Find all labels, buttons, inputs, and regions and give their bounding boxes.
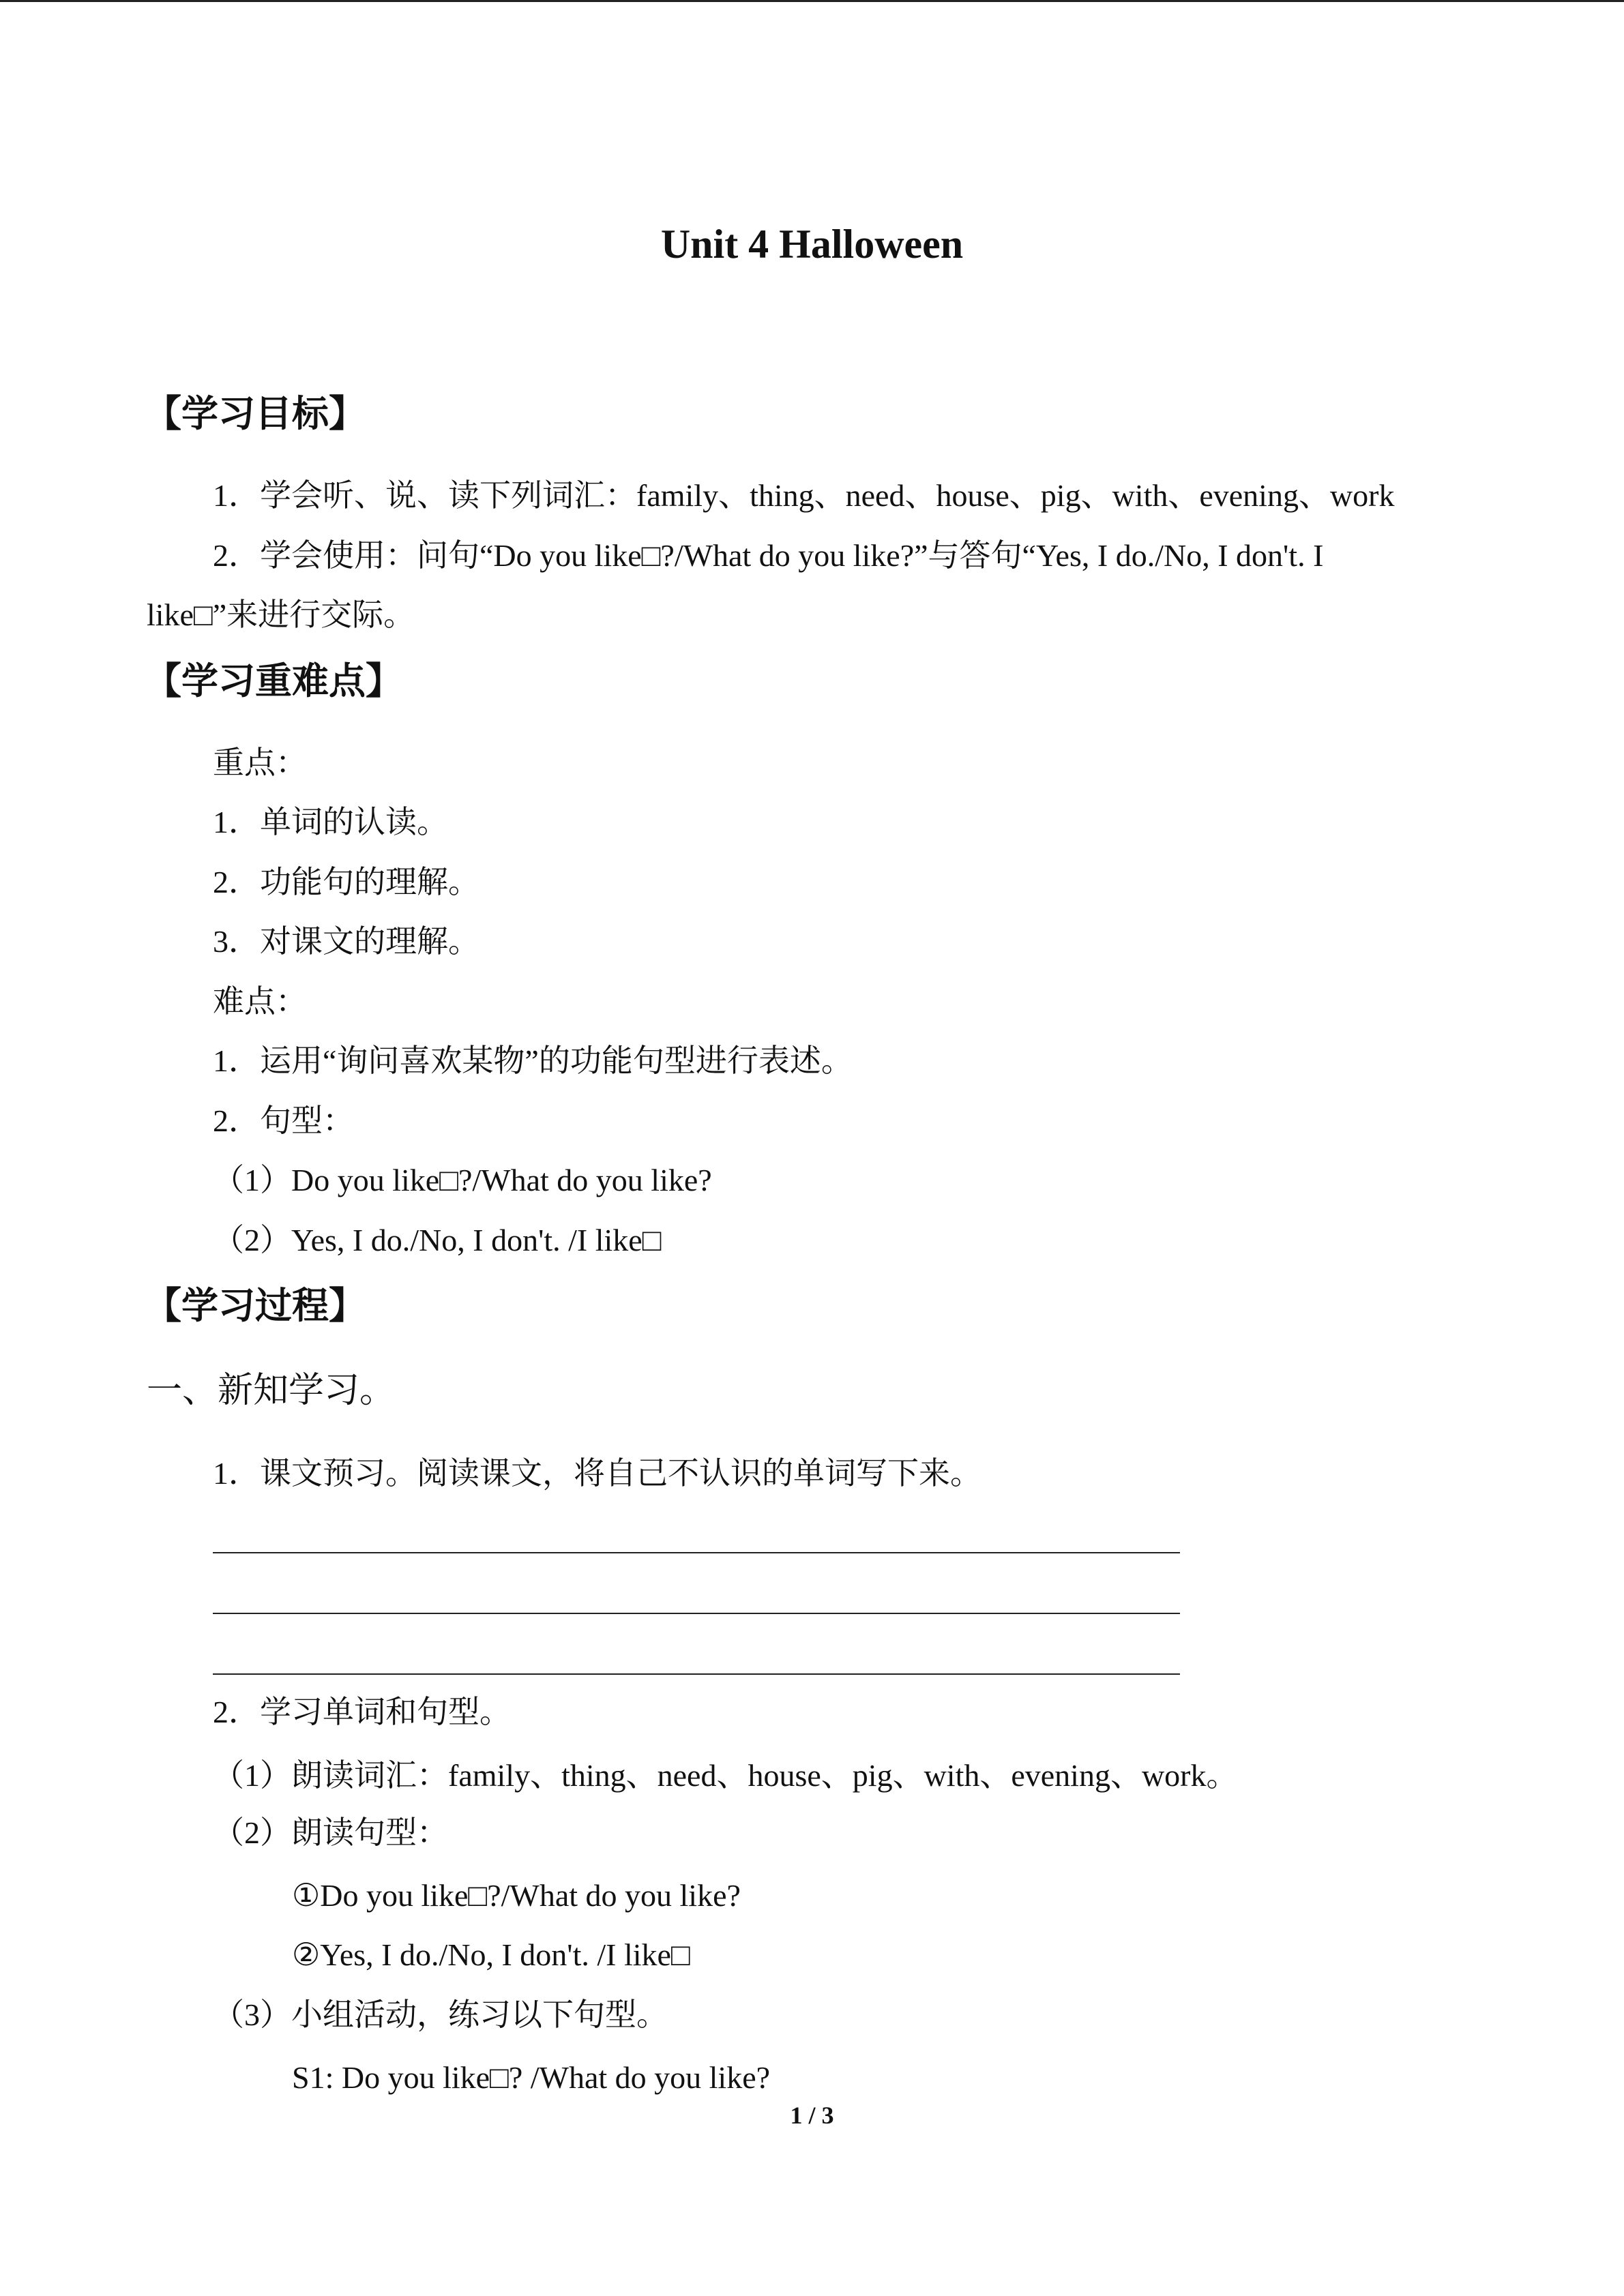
- key-item-2: 2．功能句的理解。: [213, 865, 479, 899]
- top-border: [0, 0, 1624, 2]
- key-label: 重点：: [213, 745, 307, 780]
- difficult-item-1: 1．运用“询问喜欢某物”的功能句型进行表述。: [213, 1043, 853, 1078]
- key-item-3: 3．对课文的理解。: [213, 924, 479, 959]
- step-2-group-activity: （3）小组活动，练习以下句型。: [213, 1997, 668, 2032]
- step-1: 1．课文预习。阅读课文，将自己不认识的单词写下来。: [213, 1456, 981, 1491]
- step-2-patterns-label: （2）朗读句型：: [213, 1815, 448, 1850]
- goal-item-1: 1．学会听、说、读下列词汇：family、thing、need、house、pig、with、evening、work: [213, 478, 1395, 513]
- goal-item-2-line-2: like□”来进行交际。: [147, 597, 415, 632]
- difficult-pattern-2: （2）Yes, I do./No, I don't. /I like□: [213, 1223, 662, 1257]
- part-1-heading: 一、新知学习。: [147, 1371, 396, 1410]
- section-heading-process: 【学习过程】: [145, 1284, 366, 1327]
- step-2-pattern-2: ②Yes, I do./No, I don't. /I like□: [292, 1937, 690, 1972]
- answer-blank-line[interactable]: [213, 1552, 1180, 1553]
- dialogue-s1: S1: Do you like□? /What do you like?: [292, 2060, 771, 2095]
- difficult-label: 难点：: [213, 984, 307, 1019]
- page-number: 1 / 3: [790, 2102, 834, 2129]
- answer-blank-line[interactable]: [213, 1613, 1180, 1614]
- step-2-pattern-1: ①Do you like□?/What do you like?: [292, 1878, 741, 1913]
- difficult-pattern-1: （1）Do you like□?/What do you like?: [213, 1163, 712, 1197]
- key-item-1: 1．单词的认读。: [213, 805, 448, 839]
- page-title: Unit 4 Halloween: [660, 222, 964, 267]
- section-heading-key-points: 【学习重难点】: [145, 659, 402, 702]
- step-2: 2．学习单词和句型。: [213, 1695, 511, 1729]
- goal-item-2-line-1: 2．学会使用：问句“Do you like□?/What do you like?”与答句“Yes, I do./No, I don't. I: [213, 538, 1324, 573]
- section-heading-goals: 【学习目标】: [145, 392, 366, 435]
- answer-blank-line[interactable]: [213, 1673, 1180, 1675]
- difficult-item-2: 2．句型：: [213, 1103, 354, 1138]
- step-2-vocab: （1）朗读词汇：family、thing、need、house、pig、with、evening、work。: [213, 1758, 1238, 1793]
